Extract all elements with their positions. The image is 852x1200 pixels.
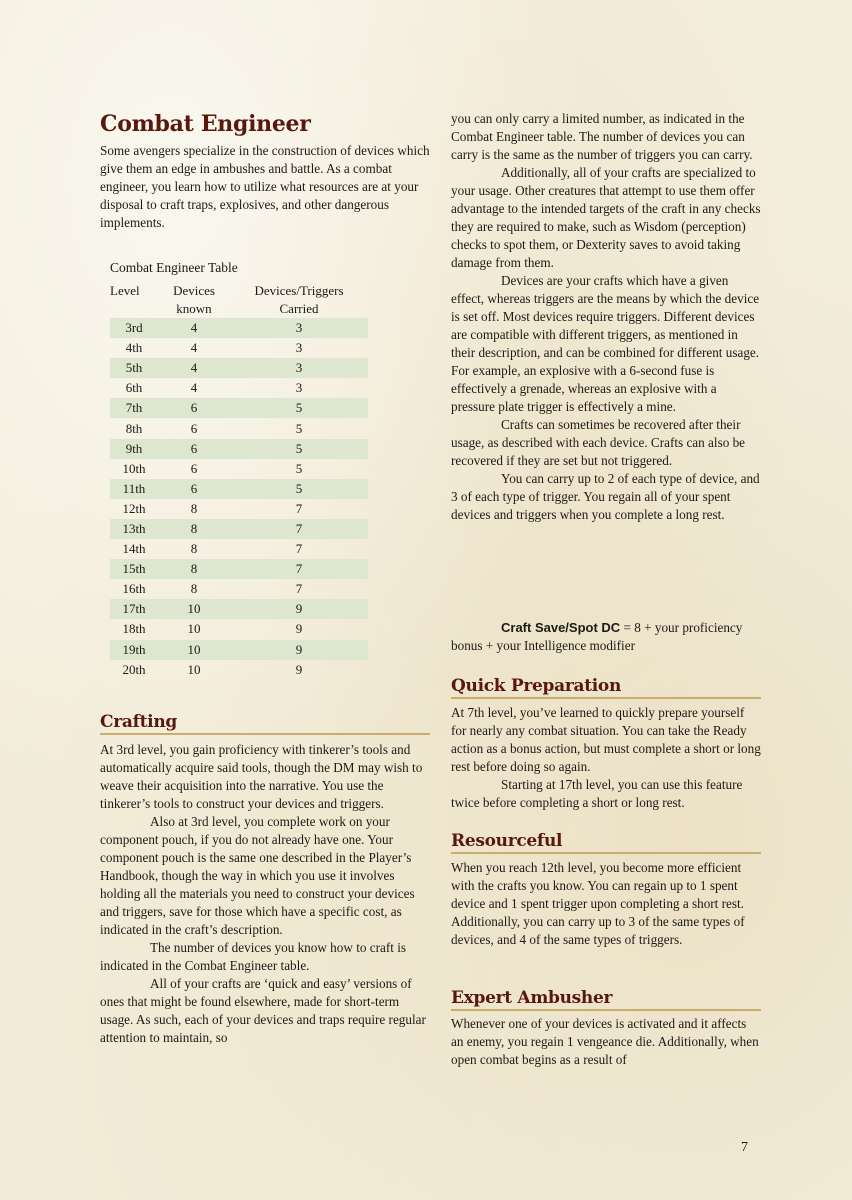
cell-devices-triggers-carried: 9: [295, 621, 303, 637]
cell-devices-known: 4: [158, 358, 230, 378]
craft-dc-formula: = 8 + your proficiency bonus + your Intelligence modifier: [451, 620, 743, 653]
quick-preparation-paragraph-2: Starting at 17th level, you can use this feature twice before completing a short or long rest.: [451, 777, 743, 810]
cell-level: 7th: [110, 398, 158, 418]
combat-engineer-table: [110, 282, 368, 680]
cell-devices-triggers-carried: 7: [295, 581, 303, 597]
expert-ambusher-paragraph: Whenever one of your devices is activated and it affects an enemy, you regain 1 vengeance die. Additionally, when open combat begins as a result of: [451, 1016, 759, 1067]
cell-level: 14th: [122, 541, 146, 557]
cell-devices-known: 8: [158, 559, 230, 579]
cell-devices-triggers-carried: 5: [295, 460, 303, 476]
expert-ambusher-heading: Expert Ambusher: [451, 988, 761, 1011]
cell-devices-known: 6: [158, 398, 230, 418]
craft-dc-label: Craft Save/Spot DC: [501, 620, 621, 635]
cell-devices-known: 8: [190, 581, 198, 597]
table-row: [110, 318, 368, 338]
cell-level: 15th: [110, 559, 158, 579]
table-row: [110, 640, 368, 660]
cell-level: 12th: [122, 500, 146, 516]
table-row: [110, 619, 368, 639]
table-title: Combat Engineer Table: [110, 260, 238, 275]
craft-dc-paragraph: [451, 619, 761, 655]
cell-devices-known: 10: [158, 599, 230, 619]
right-paragraph-3: Devices are your crafts which have a given effect, whereas triggers are the means by which the device is set off. Most devices require triggers. Different devices are compatible with different triggers, as mentioned in their description, and can be combined for different usage. For example, an explosive with a 6-second fuse is effectively a grenade, whereas an explosive with a pressure plate trigger is effectively a mine.: [451, 273, 760, 414]
cell-devices-known: 6: [190, 420, 198, 436]
cell-devices-triggers-carried: 5: [295, 420, 303, 436]
cell-level: 13th: [110, 519, 158, 539]
table-header-row: [110, 282, 368, 318]
resourceful-paragraph: When you reach 12th level, you become more efficient with the crafts you know. You can regain up to 1 spent device and 1 spent trigger upon completing a short rest. Additionally, you can carry up to 3 of the same types of devices, and 4 of the same types of triggers.: [451, 860, 745, 947]
table-row: [110, 499, 368, 519]
cell-devices-known: 6: [158, 479, 230, 499]
table-row: [110, 378, 368, 398]
cell-devices-known: 8: [190, 500, 198, 516]
cell-devices-known: 10: [187, 621, 201, 637]
cell-devices-known: 4: [190, 380, 198, 396]
cell-level: 5th: [110, 358, 158, 378]
cell-devices-triggers-carried: 7: [295, 500, 303, 516]
quick-preparation-heading: Quick Preparation: [451, 676, 761, 699]
right-paragraph-5: You can carry up to 2 of each type of device, and 3 of each type of trigger. You regain all of your spent devices and triggers when you complete a long rest.: [451, 471, 760, 522]
table-body: [110, 318, 368, 680]
header-devices-triggers-carried: Devices/Triggers Carried: [254, 283, 344, 316]
cell-devices-known: 8: [190, 541, 198, 557]
crafting-paragraph-4: All of your crafts are ‘quick and easy’ versions of ones that might be found elsewhere, made for short-term usage. As such, each of your devices and traps require regular attention to maintain, so: [100, 976, 426, 1045]
section-title: Combat Engineer: [100, 111, 311, 137]
intro-block: [100, 142, 430, 232]
header-devices-known: Devices known: [173, 283, 215, 316]
header-level: Level: [110, 283, 140, 298]
cell-devices-triggers-carried: 3: [295, 380, 303, 396]
cell-devices-triggers-carried: 9: [230, 599, 368, 619]
resourceful-block: [451, 859, 761, 949]
cell-level: 18th: [122, 621, 146, 637]
cell-level: 20th: [122, 661, 146, 677]
resourceful-heading: Resourceful: [451, 831, 761, 854]
table-row: [110, 539, 368, 559]
table-row: [110, 439, 368, 459]
cell-devices-known: 4: [158, 318, 230, 338]
craft-dc-block: [451, 619, 761, 655]
cell-devices-triggers-carried: 7: [230, 519, 368, 539]
cell-devices-triggers-carried: 3: [295, 340, 303, 356]
crafting-heading: Crafting: [100, 712, 430, 735]
quick-preparation-paragraph-1: At 7th level, you’ve learned to quickly prepare yourself for nearly any combat situation. You can take the Ready action as a bonus action, but must complete a short or long rest before doing so again.: [451, 705, 761, 774]
right-paragraph-4: Crafts can sometimes be recovered after their usage, as described with each device. Crafts can also be recovered if they are set but not triggered.: [451, 417, 746, 468]
crafting-paragraph-1: At 3rd level, you gain proficiency with tinkerer’s tools and automatically acquire said tools, though the DM may wish to weave their acquisition into the narrative. You use the tinkerer’s tools to construct your devices and triggers.: [100, 742, 423, 811]
table-row: [110, 559, 368, 579]
cell-devices-known: 4: [190, 340, 198, 356]
cell-devices-triggers-carried: 9: [295, 661, 303, 677]
cell-level: 17th: [110, 599, 158, 619]
cell-devices-triggers-carried: 9: [230, 640, 368, 660]
cell-devices-triggers-carried: 7: [295, 541, 303, 557]
cell-devices-triggers-carried: 5: [230, 479, 368, 499]
table-row: [110, 660, 368, 680]
quick-preparation-block: [451, 704, 761, 812]
cell-level: 4th: [125, 340, 143, 356]
cell-level: 16th: [122, 581, 146, 597]
cell-devices-triggers-carried: 5: [230, 398, 368, 418]
cell-level: 3rd: [110, 318, 158, 338]
crafting-paragraph-3: The number of devices you know how to craft is indicated in the Combat Engineer table.: [100, 940, 406, 973]
right-column-body: [451, 110, 761, 524]
table-row: [110, 358, 368, 378]
page-number: 7: [741, 1140, 748, 1155]
cell-devices-known: 6: [158, 439, 230, 459]
cell-level: 9th: [110, 439, 158, 459]
table-row: [110, 338, 368, 358]
table-row: [110, 459, 368, 479]
crafting-block: [100, 741, 430, 1047]
table-row: [110, 519, 368, 539]
intro-paragraph: Some avengers specialize in the construction of devices which give them an edge in ambushes and battle. As a combat engineer, you learn how to utilize what resources are at your disposal to craft traps, explosives, and other dangerous implements.: [100, 143, 430, 230]
table-row: [110, 599, 368, 619]
cell-devices-triggers-carried: 3: [230, 358, 368, 378]
table-row: [110, 579, 368, 599]
table-row: [110, 479, 368, 499]
crafting-paragraph-2: Also at 3rd level, you complete work on your component pouch, if you do not already have one. Your component pouch is the same one described in the Player’s Handbook, though the way in which you use it involves holding all the materials you need to construct your devices and triggers, save for those which have a specific cost, as indicated in the craft’s description.: [100, 814, 415, 937]
cell-devices-known: 6: [190, 460, 198, 476]
cell-devices-known: 10: [158, 640, 230, 660]
right-paragraph-1: you can only carry a limited number, as indicated in the Combat Engineer table. The number of devices you can carry is the same as the number of triggers you can carry.: [451, 111, 753, 162]
cell-level: 6th: [125, 380, 143, 396]
cell-level: 8th: [125, 420, 143, 436]
cell-devices-known: 10: [187, 661, 201, 677]
table-row: [110, 398, 368, 418]
expert-ambusher-block: [451, 1015, 761, 1069]
cell-level: 10th: [122, 460, 146, 476]
cell-level: 19th: [110, 640, 158, 660]
cell-level: 11th: [110, 479, 158, 499]
cell-devices-known: 8: [158, 519, 230, 539]
table-row: [110, 418, 368, 438]
cell-devices-triggers-carried: 7: [230, 559, 368, 579]
right-paragraph-2: Additionally, all of your crafts are specialized to your usage. Other creatures that attempt to use them offer advantage to the intended targets of the craft in any checks they are required to make, such as Wisdom (perception) checks to spot them, or Dexterity saves to avoid taking damage from them.: [451, 165, 761, 270]
cell-devices-triggers-carried: 3: [230, 318, 368, 338]
cell-devices-triggers-carried: 5: [230, 439, 368, 459]
